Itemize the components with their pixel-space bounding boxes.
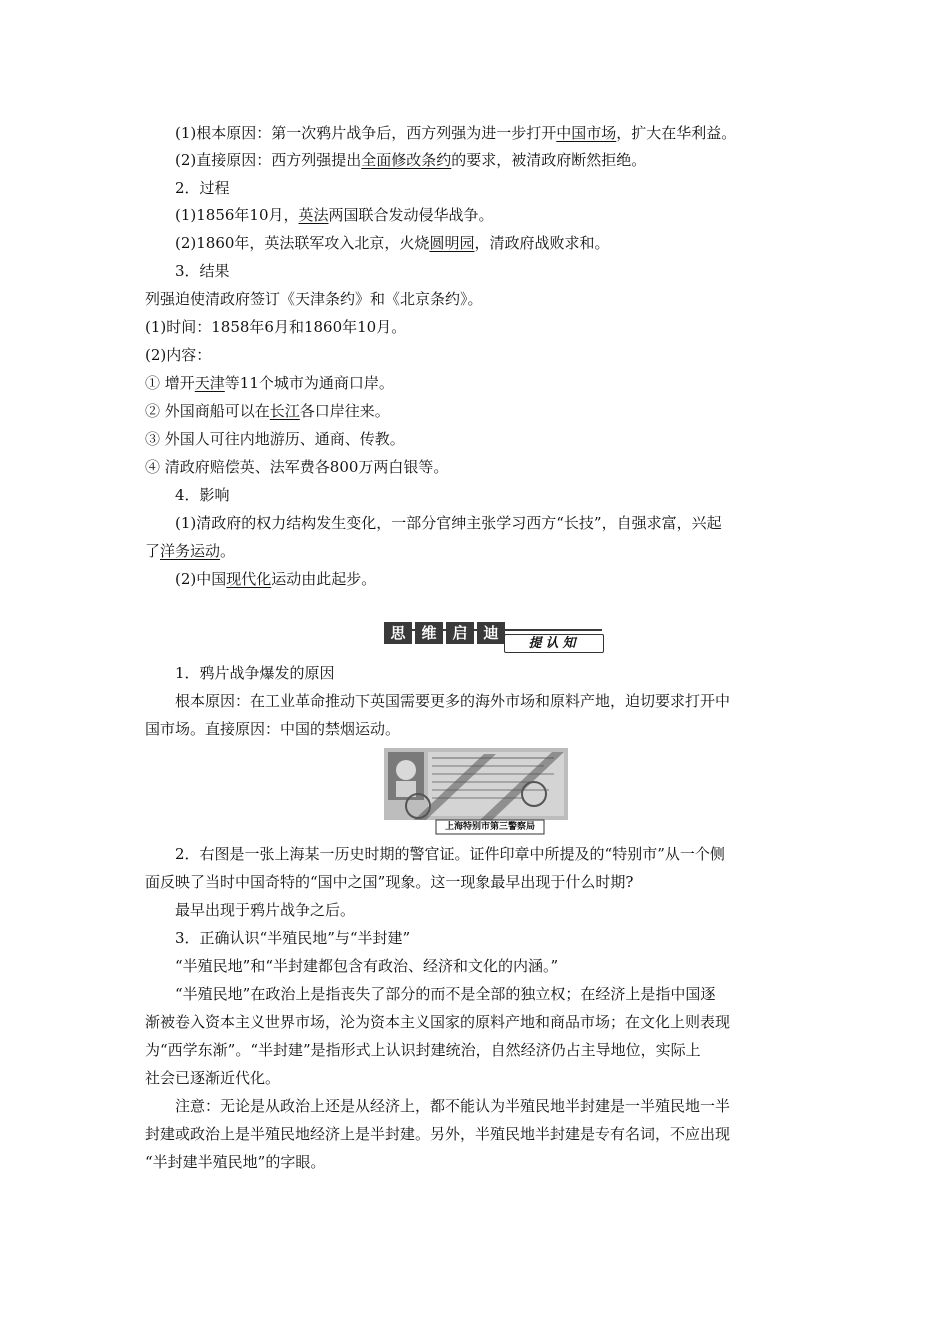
banner-char: 维	[415, 622, 443, 644]
text-line: “半殖民地”在政治上是指丧失了部分的而不是全部的独立权；在经济上是指中国逐	[175, 985, 716, 1003]
question-heading: 3．正确认识“半殖民地”与“半封建”	[175, 929, 411, 947]
section-heading: 4．影响	[175, 486, 230, 504]
text-line: 根本原因：在工业革命推动下英国需要更多的海外市场和原料产地，迫切要求打开中	[175, 692, 731, 710]
text-line: “半封建半殖民地”的字眼。	[145, 1153, 326, 1171]
text-line: (1)根本原因：第一次鸦片战争后，西方列强为进一步打开中国市场，扩大在华利益。	[175, 124, 737, 142]
text-line: “半殖民地”和“半封建都包含有政治、经济和文化的内涵。”	[175, 957, 559, 975]
text-line: ③ 外国人可往内地游历、通商、传教。	[145, 430, 405, 448]
text-line: 为“西学东渐”。“半封建”是指形式上认识封建统治，自然经济仍占主导地位，实际上	[145, 1041, 701, 1059]
banner-char: 启	[446, 622, 474, 644]
text-line: ② 外国商船可以在长江各口岸往来。	[145, 402, 390, 420]
text-line: 社会已逐渐近代化。	[145, 1069, 281, 1087]
text-line: (2)中国现代化运动由此起步。	[175, 570, 377, 588]
section-heading: 2．过程	[175, 179, 230, 197]
text-line: 面反映了当时中国奇特的“国中之国”现象。这一现象最早出现于什么时期?	[145, 873, 634, 891]
text-line: 注意：无论是从政治上还是从经济上，都不能认为半殖民地半封建是一半殖民地一半	[175, 1097, 731, 1115]
text-line: 国市场。直接原因：中国的禁烟运动。	[145, 720, 401, 738]
banner-char: 思	[384, 622, 412, 644]
text-line: ① 增开天津等11个城市为通商口岸。	[145, 374, 394, 392]
text-line: (2)1860年，英法联军攻入北京，火烧圆明园，清政府战败求和。	[175, 234, 610, 252]
section-heading: 3．结果	[175, 262, 230, 280]
text-line: (2)内容：	[145, 346, 212, 364]
question-heading: 1．鸦片战争爆发的原因	[175, 664, 335, 682]
text-line: 封建或政治上是半殖民地经济上是半封建。另外，半殖民地半封建是专有名词，不应出现	[145, 1125, 731, 1143]
text-line: (1)1856年10月，英法两国联合发动侵华战争。	[175, 206, 494, 224]
question-heading: 2．右图是一张上海某一历史时期的警官证。证件印章中所提及的“特别市”从一个侧	[175, 845, 725, 863]
text-line: 了洋务运动。	[145, 542, 236, 560]
text-line: 渐被卷入资本主义世界市场，沦为资本主义国家的原料产地和商品市场；在文化上则表现	[145, 1013, 731, 1031]
banner-subtitle: 提认知	[504, 634, 604, 653]
banner-char: 迪	[477, 622, 505, 644]
text-line: 列强迫使清政府签订《天津条约》和《北京条约》。	[145, 290, 483, 308]
text-line: ④ 清政府赔偿英、法军费各800万两白银等。	[145, 458, 449, 476]
police-certificate-photo	[384, 748, 568, 836]
text-line: (2)直接原因：西方列强提出全面修改条约的要求，被清政府断然拒绝。	[175, 151, 647, 169]
photo-caption: 上海特别市第三警察局	[444, 822, 535, 832]
text-line: 最早出现于鸦片战争之后。	[175, 901, 356, 919]
text-line: (1)时间：1858年6月和1860年10月。	[145, 318, 407, 336]
section-banner	[384, 622, 602, 652]
text-line: (1)清政府的权力结构发生变化，一部分官绅主张学习西方“长技”，自强求富，兴起	[175, 514, 722, 532]
